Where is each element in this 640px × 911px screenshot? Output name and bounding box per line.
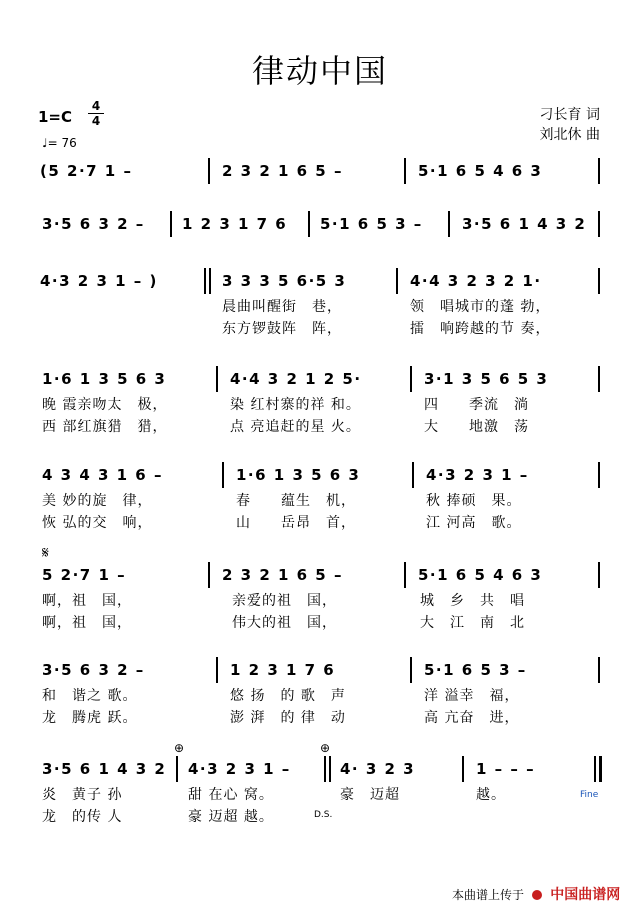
- measure-notes: 1 – – –: [476, 760, 536, 778]
- lyric-verse-1: 越。: [476, 787, 506, 803]
- measure-notes: 3·5 6 1 4 3 2: [462, 215, 587, 233]
- measure-notes: 3·1 3 5 6 5 3: [424, 370, 549, 388]
- measure-notes: 1 2 3 1 7 6: [182, 215, 288, 233]
- ds-marking: D.S.: [314, 810, 333, 820]
- lyric-verse-2: 擂 响跨越的节 奏，: [410, 321, 551, 337]
- measure-notes: 1·6 1 3 5 6 3: [42, 370, 167, 388]
- lyric-verse-1: 秋 捧硕 果。: [426, 493, 522, 509]
- bar-line: [598, 657, 600, 683]
- bar-line: [598, 211, 600, 237]
- bar-line: [222, 462, 224, 488]
- bar-line: [216, 366, 218, 392]
- lyric-verse-2: 伟大的祖 国，: [232, 615, 337, 631]
- composer-credit: 刘北休 曲: [539, 127, 600, 143]
- score-system-1: [0, 162, 640, 184]
- bar-line: [208, 158, 210, 184]
- time-signature: [88, 100, 104, 127]
- measure-notes: 1 2 3 1 7 6: [230, 661, 336, 679]
- bar-line: [216, 657, 218, 683]
- fine-marking: Fine: [580, 790, 599, 800]
- bar-line: [412, 462, 414, 488]
- site-logo-icon: [532, 890, 542, 900]
- tempo-marking: ♩= 76: [42, 136, 77, 150]
- measure-notes: 3·5 6 1 4 3 2: [42, 760, 167, 778]
- lyric-verse-1: 洋 溢幸 福，: [424, 688, 520, 704]
- score-system-2: [0, 215, 640, 237]
- bar-line: [209, 268, 211, 294]
- bar-line: [598, 158, 600, 184]
- lyric-verse-1: 豪 迈超: [340, 787, 400, 803]
- bar-line: [594, 756, 596, 782]
- lyric-verse-1: 亲爱的祖 国，: [232, 593, 337, 609]
- bar-line: [410, 657, 412, 683]
- measure-notes: 4·3 2 3 1 – ): [40, 272, 158, 290]
- bar-line: [598, 268, 600, 294]
- segno-sign: 𝄋: [42, 543, 49, 562]
- lyric-verse-2: 大 江 南 北: [420, 615, 525, 631]
- lyric-verse-2: 西 部红旗猎 猎，: [42, 419, 168, 435]
- measure-notes: 4·4 3 2 1 2 5·: [230, 370, 362, 388]
- lyric-verse-1: 四 季流 淌: [424, 397, 529, 413]
- lyric-verse-1: 和 谐之 歌。: [42, 688, 138, 704]
- measure-notes: 5 2·7 1 –: [42, 566, 127, 584]
- bar-line: [462, 756, 464, 782]
- lyric-verse-1: 甜 在心 窝。: [188, 787, 274, 803]
- bar-line: [410, 366, 412, 392]
- score-system-7: [0, 661, 640, 731]
- bar-line: [396, 268, 398, 294]
- lyric-verse-1: 美 妙的旋 律，: [42, 493, 153, 509]
- measure-notes: 4·3 2 3 1 –: [188, 760, 291, 778]
- bar-line: [170, 211, 172, 237]
- score-system-5: [0, 466, 640, 536]
- lyric-verse-1: 啊，祖 国，: [42, 593, 132, 609]
- bar-line: [329, 756, 331, 782]
- lyric-verse-2: 山 岳昂 首，: [236, 515, 356, 531]
- coda-sign: ⊕: [320, 741, 331, 755]
- footer: [452, 884, 620, 904]
- measure-notes: (5 2·7 1 –: [40, 162, 133, 180]
- bar-line: [598, 462, 600, 488]
- bar-line: [404, 562, 406, 588]
- time-signature-top: 4: [91, 99, 101, 113]
- lyric-verse-1: 晚 霞亲吻太 极，: [42, 397, 168, 413]
- time-signature-bottom: 4: [91, 114, 101, 128]
- lyric-verse-1: 炎 黄子 孙: [42, 787, 123, 803]
- bar-line: [598, 366, 600, 392]
- bar-line: [176, 756, 178, 782]
- lyric-verse-2: 豪 迈超 越。: [188, 809, 274, 825]
- lyric-verse-2: 大 地激 荡: [424, 419, 529, 435]
- footer-text: 本曲谱上传于: [452, 888, 525, 902]
- final-bar-line: [599, 756, 602, 782]
- score-system-3: [0, 272, 640, 342]
- bar-line: [204, 268, 206, 294]
- measure-notes: 1·6 1 3 5 6 3: [236, 466, 361, 484]
- lyric-verse-2: 龙 腾虎 跃。: [42, 710, 138, 726]
- score-system-4: [0, 370, 640, 440]
- coda-sign: ⊕: [174, 741, 185, 755]
- lyric-verse-1: 领 唱城市的蓬 勃，: [410, 299, 551, 315]
- measure-notes: 4·3 2 3 1 –: [426, 466, 529, 484]
- lyric-verse-1: 悠 扬 的 歌 声: [230, 688, 346, 704]
- measure-notes: 5·1 6 5 4 6 3: [418, 162, 543, 180]
- song-title: 律动中国: [251, 52, 388, 90]
- bar-line: [404, 158, 406, 184]
- lyric-verse-1: 晨曲叫醒街 巷，: [222, 299, 342, 315]
- lyric-verse-1: 春 蕴生 机，: [236, 493, 356, 509]
- lyric-verse-1: 城 乡 共 唱: [420, 593, 525, 609]
- measure-notes: 5·1 6 5 3 –: [320, 215, 423, 233]
- lyric-verse-2: 东方锣鼓阵 阵，: [222, 321, 342, 337]
- measure-notes: 3·5 6 3 2 –: [42, 215, 145, 233]
- bar-line: [208, 562, 210, 588]
- bar-line: [448, 211, 450, 237]
- measure-notes: 4·4 3 2 3 2 1·: [410, 272, 542, 290]
- lyricist-credit: 刁长育 词: [539, 107, 600, 123]
- measure-notes: 3·5 6 3 2 –: [42, 661, 145, 679]
- lyric-verse-2: 点 亮追赶的星 火。: [230, 419, 361, 435]
- site-logo-text[interactable]: 中国曲谱网: [550, 887, 621, 903]
- measure-notes: 2 3 2 1 6 5 –: [222, 162, 343, 180]
- measure-notes: 4· 3 2 3: [340, 760, 416, 778]
- bar-line: [324, 756, 326, 782]
- lyric-verse-1: 染 红村寨的祥 和。: [230, 397, 361, 413]
- lyric-verse-2: 江 河高 歌。: [426, 515, 522, 531]
- score-system-6: [0, 566, 640, 636]
- lyric-verse-2: 啊，祖 国，: [42, 615, 132, 631]
- measure-notes: 4 3 4 3 1 6 –: [42, 466, 163, 484]
- measure-notes: 2 3 2 1 6 5 –: [222, 566, 343, 584]
- measure-notes: 3 3 3 5 6·5 3: [222, 272, 347, 290]
- score-system-8: [0, 760, 640, 830]
- measure-notes: 5·1 6 5 4 6 3: [418, 566, 543, 584]
- lyric-verse-2: 澎 湃 的 律 动: [230, 710, 346, 726]
- lyric-verse-2: 龙 的传 人: [42, 809, 123, 825]
- bar-line: [308, 211, 310, 237]
- bar-line: [598, 562, 600, 588]
- lyric-verse-2: 恢 弘的交 响，: [42, 515, 153, 531]
- lyric-verse-2: 高 亢奋 进，: [424, 710, 520, 726]
- key-signature: 1=C: [38, 108, 73, 126]
- measure-notes: 5·1 6 5 3 –: [424, 661, 527, 679]
